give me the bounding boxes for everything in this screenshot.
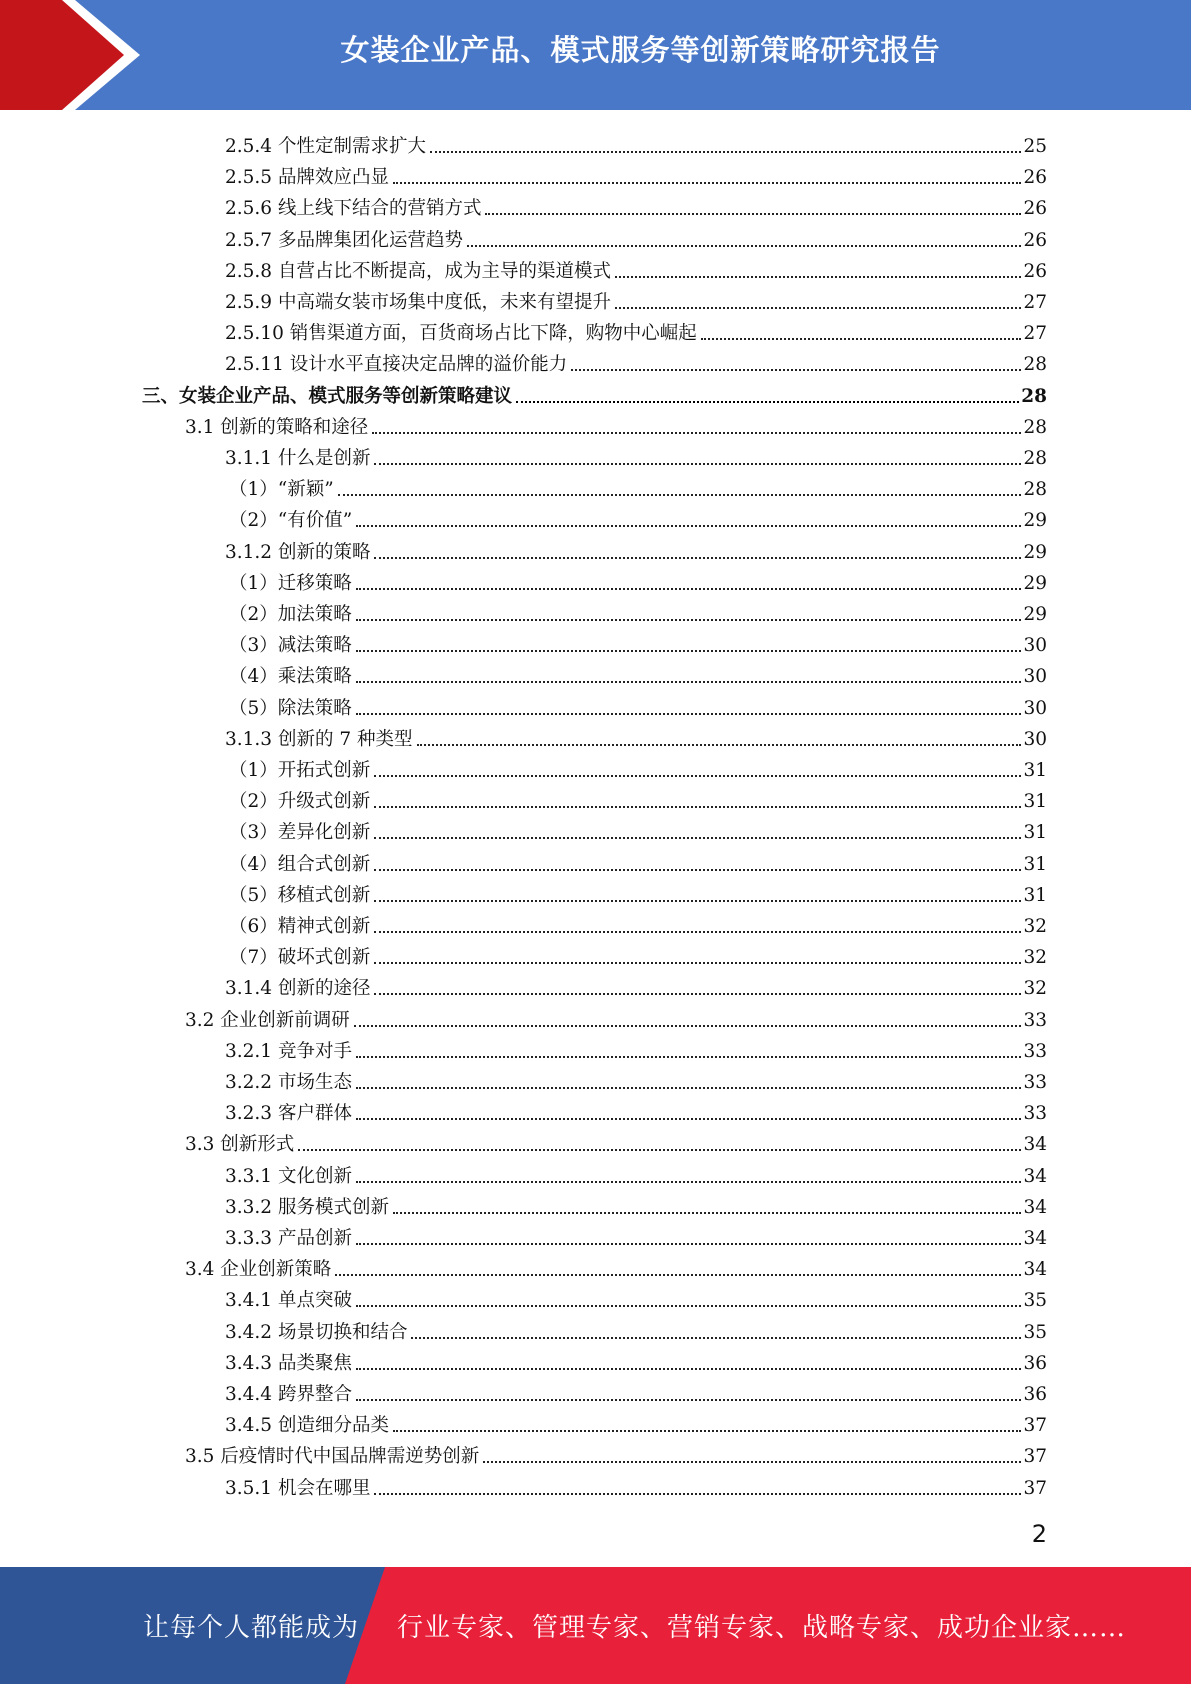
toc-dot-leader — [356, 1399, 1022, 1401]
toc-entry-page: 31 — [1023, 853, 1047, 875]
toc-entry[interactable] — [225, 189, 1047, 220]
toc-entry[interactable] — [225, 1375, 1047, 1406]
page-number: 2 — [1031, 1520, 1047, 1548]
toc-dot-leader — [356, 1305, 1022, 1307]
toc-entry-label: 3.5.1 机会在哪里 — [225, 1477, 371, 1499]
toc-entry-page: 29 — [1023, 572, 1047, 594]
toc-dot-leader — [393, 1212, 1021, 1214]
toc-entry-label: 3.2 企业创新前调研 — [185, 1009, 350, 1031]
toc-entry-page: 30 — [1023, 728, 1047, 750]
toc-entry[interactable] — [229, 938, 1047, 969]
toc-dot-leader — [356, 588, 1022, 590]
toc-entry-label: 2.5.8 自营占比不断提高，成为主导的渠道模式 — [225, 260, 611, 282]
toc-entry[interactable] — [225, 1406, 1047, 1437]
toc-entry-page: 31 — [1023, 822, 1047, 844]
toc-dot-leader — [374, 962, 1021, 964]
toc-entry-label: （4）组合式创新 — [229, 853, 371, 875]
toc-dot-leader — [356, 619, 1022, 621]
toc-entry[interactable] — [229, 782, 1047, 813]
toc-entry-page: 29 — [1023, 510, 1047, 532]
toc-dot-leader — [356, 1087, 1022, 1089]
toc-entry-label: 2.5.10 销售渠道方面，百货商场占比下降，购物中心崛起 — [225, 323, 697, 345]
toc-dot-leader — [411, 1337, 1021, 1339]
toc-entry[interactable] — [225, 1281, 1047, 1312]
toc-dot-leader — [356, 681, 1022, 683]
toc-dot-leader — [615, 307, 1021, 309]
toc-dot-leader — [393, 1430, 1021, 1432]
toc-dot-leader — [356, 1118, 1022, 1120]
toc-entry-label: 3.1 创新的策略和途径 — [185, 416, 369, 438]
toc-entry-page: 35 — [1023, 1321, 1047, 1343]
toc-entry-label: （7）破坏式创新 — [229, 947, 371, 969]
toc-dot-leader — [374, 775, 1021, 777]
toc-entry-label: （4）乘法策略 — [229, 666, 352, 688]
toc-entry-label: 3.2.2 市场生态 — [225, 1072, 352, 1093]
footer-slogan-right: 行业专家、管理专家、营销专家、战略专家、成功企业家…… — [397, 1613, 1127, 1643]
report-title: 女装企业产品、模式服务等创新策略研究报告 — [340, 33, 941, 67]
toc-dot-leader — [356, 525, 1021, 527]
page-header — [0, 0, 1191, 110]
toc-entry-page: 29 — [1023, 541, 1047, 563]
toc-dot-leader — [372, 432, 1021, 434]
toc-entry-page: 28 — [1023, 416, 1047, 438]
toc-dot-leader — [338, 494, 1022, 496]
toc-entry-page: 30 — [1023, 635, 1047, 657]
toc-entry-label: （1）开拓式创新 — [229, 760, 371, 781]
toc-entry-page: 26 — [1023, 260, 1047, 282]
toc-entry[interactable] — [225, 1344, 1047, 1375]
toc-entry-label: 3.1.1 什么是创新 — [225, 448, 371, 469]
toc-entry[interactable] — [225, 969, 1047, 1000]
toc-entry[interactable] — [225, 1032, 1047, 1063]
toc-entry-page: 37 — [1023, 1446, 1047, 1468]
toc-dot-leader — [516, 401, 1019, 403]
toc-entry-page: 34 — [1023, 1134, 1047, 1156]
toc-entry-label: 3.4.5 创造细分品类 — [225, 1415, 389, 1437]
toc-dot-leader — [356, 650, 1022, 652]
toc-entry[interactable] — [185, 1250, 1047, 1281]
toc-entry-page: 34 — [1023, 1196, 1047, 1218]
toc-entry-page: 28 — [1021, 385, 1047, 407]
toc-entry-label: 3.1.4 创新的途径 — [225, 978, 371, 1000]
toc-entry[interactable] — [229, 845, 1047, 876]
toc-dot-leader — [467, 245, 1021, 247]
toc-dot-leader — [374, 1493, 1021, 1495]
toc-dot-leader — [571, 369, 1021, 371]
toc-entry-label: 2.5.6 线上线下结合的营销方式 — [225, 198, 482, 220]
toc-entry-page: 27 — [1023, 292, 1047, 313]
toc-entry-label: （1）“新颖” — [229, 479, 334, 501]
toc-entry[interactable] — [229, 813, 1047, 844]
toc-entry-page: 36 — [1023, 1384, 1047, 1405]
toc-dot-leader — [356, 1243, 1022, 1245]
toc-entry-page: 25 — [1023, 136, 1047, 157]
toc-entry-page: 28 — [1023, 448, 1047, 469]
toc-entry-label: （2）升级式创新 — [229, 791, 371, 813]
toc-entry-page: 28 — [1023, 354, 1047, 376]
toc-entry-page: 27 — [1023, 323, 1047, 345]
toc-dot-leader — [430, 151, 1021, 153]
toc-entry[interactable] — [225, 283, 1047, 314]
toc-entry-page: 32 — [1023, 916, 1047, 937]
toc-entry-label: 2.5.5 品牌效应凸显 — [225, 167, 389, 189]
toc-entry[interactable] — [229, 626, 1047, 657]
toc-dot-leader — [393, 182, 1021, 184]
toc-entry-page: 37 — [1023, 1477, 1047, 1499]
toc-entry[interactable] — [225, 1188, 1047, 1219]
toc-dot-leader — [374, 993, 1021, 995]
toc-dot-leader — [354, 1025, 1022, 1027]
toc-entry-label: 2.5.9 中高端女装市场集中度低，未来有望提升 — [225, 292, 611, 313]
toc-entry-page: 31 — [1023, 760, 1047, 781]
toc-entry[interactable] — [185, 1001, 1047, 1032]
toc-dot-leader — [356, 1368, 1022, 1370]
toc-entry-label: 3.3.1 文化创新 — [225, 1165, 352, 1187]
toc-entry[interactable] — [225, 533, 1047, 564]
toc-entry[interactable] — [225, 158, 1047, 189]
toc-entry[interactable] — [229, 501, 1047, 532]
toc-entry[interactable] — [225, 1469, 1047, 1500]
toc-entry[interactable] — [229, 470, 1047, 501]
toc-entry-label: （2）“有价值” — [229, 510, 353, 532]
toc-entry-label: 2.5.11 设计水平直接决定品牌的溢价能力 — [225, 354, 568, 376]
toc-entry-page: 34 — [1023, 1165, 1047, 1187]
toc-entry[interactable] — [185, 1125, 1047, 1156]
toc-entry-label: 3.4.4 跨界整合 — [225, 1384, 352, 1405]
toc-entry[interactable] — [185, 408, 1047, 439]
toc-entry-label: 3.3.2 服务模式创新 — [225, 1196, 389, 1218]
toc-entry-page: 37 — [1023, 1415, 1047, 1437]
toc-dot-leader — [374, 557, 1021, 559]
toc-entry[interactable] — [229, 657, 1047, 688]
toc-entry-label: 3.5 后疫情时代中国品牌需逆势创新 — [185, 1446, 480, 1468]
toc-dot-leader — [356, 1181, 1022, 1183]
header-arrow-decoration — [0, 0, 150, 110]
toc-entry-page: 33 — [1023, 1040, 1047, 1062]
toc-dot-leader — [417, 744, 1022, 746]
toc-entry[interactable] — [225, 720, 1047, 751]
toc-entry[interactable] — [225, 439, 1047, 470]
toc-entry-page: 32 — [1023, 947, 1047, 969]
toc-dot-leader — [374, 869, 1021, 871]
toc-entry-page: 34 — [1023, 1259, 1047, 1281]
toc-entry-page: 31 — [1023, 791, 1047, 813]
toc-entry[interactable] — [225, 1219, 1047, 1250]
toc-entry-page: 30 — [1023, 666, 1047, 688]
toc-entry-label: （6）精神式创新 — [229, 916, 371, 937]
toc-entry-page: 26 — [1023, 198, 1047, 220]
toc-entry-label: 3.4 企业创新策略 — [185, 1259, 332, 1281]
toc-dot-leader — [356, 1056, 1022, 1058]
toc-dot-leader — [615, 276, 1021, 278]
toc-entry-label: 三、女装企业产品、模式服务等创新策略建议 — [142, 385, 513, 407]
toc-entry[interactable] — [229, 907, 1047, 938]
toc-entry-label: 3.4.3 品类聚焦 — [225, 1352, 352, 1374]
toc-entry[interactable] — [225, 221, 1047, 252]
toc-dot-leader — [485, 213, 1021, 215]
toc-entry[interactable] — [229, 564, 1047, 595]
toc-entry-page: 32 — [1023, 978, 1047, 1000]
toc-entry-label: 2.5.4 个性定制需求扩大 — [225, 136, 426, 157]
toc-entry-page: 34 — [1023, 1228, 1047, 1249]
toc-entry-page: 26 — [1023, 229, 1047, 251]
toc-entry[interactable] — [229, 751, 1047, 782]
toc-entry-label: 3.2.3 客户群体 — [225, 1103, 352, 1125]
toc-entry-label: 3.3 创新形式 — [185, 1134, 295, 1156]
toc-entry[interactable] — [225, 1094, 1047, 1125]
toc-dot-leader — [356, 713, 1022, 715]
toc-entry-label: 2.5.7 多品牌集团化运营趋势 — [225, 229, 463, 251]
toc-entry[interactable] — [142, 377, 1047, 408]
toc-entry[interactable] — [225, 1063, 1047, 1094]
toc-entry[interactable] — [229, 876, 1047, 907]
toc-entry-page: 26 — [1023, 167, 1047, 189]
toc-entry-label: 3.4.1 单点突破 — [225, 1290, 352, 1312]
toc-entry[interactable] — [225, 1157, 1047, 1188]
toc-entry[interactable] — [225, 1313, 1047, 1344]
toc-entry-label: （2）加法策略 — [229, 604, 352, 625]
toc-entry[interactable] — [185, 1437, 1047, 1468]
toc-entry[interactable] — [225, 127, 1047, 158]
toc-entry-label: （1）迁移策略 — [229, 572, 352, 594]
toc-entry-page: 33 — [1023, 1103, 1047, 1125]
toc-dot-leader — [374, 900, 1021, 902]
toc-entry-label: 3.1.3 创新的 7 种类型 — [225, 728, 413, 750]
toc-entry-label: 3.4.2 场景切换和结合 — [225, 1321, 408, 1343]
toc-entry-label: 3.1.2 创新的策略 — [225, 541, 371, 563]
toc-entry[interactable] — [225, 314, 1047, 345]
toc-dot-leader — [298, 1149, 1021, 1151]
toc-entry-label: （3）减法策略 — [229, 635, 352, 657]
toc-entry-label: 3.3.3 产品创新 — [225, 1228, 352, 1249]
toc-dot-leader — [701, 338, 1022, 340]
toc-entry-page: 29 — [1023, 604, 1047, 625]
toc-dot-leader — [483, 1461, 1021, 1463]
toc-entry-page: 33 — [1023, 1009, 1047, 1031]
toc-dot-leader — [374, 931, 1021, 933]
toc-entry-page: 31 — [1023, 884, 1047, 906]
page-footer — [0, 1567, 1191, 1684]
toc-entry-label: （5）除法策略 — [229, 697, 352, 719]
toc-entry-page: 28 — [1023, 479, 1047, 501]
toc-entry-label: （3）差异化创新 — [229, 822, 371, 844]
toc-entry[interactable] — [225, 345, 1047, 376]
toc-entry[interactable] — [229, 689, 1047, 720]
toc-dot-leader — [374, 837, 1021, 839]
toc-dot-leader — [374, 463, 1021, 465]
toc-dot-leader — [335, 1274, 1021, 1276]
toc-entry[interactable] — [229, 595, 1047, 626]
toc-entry[interactable] — [225, 252, 1047, 283]
toc-entry-label: 3.2.1 竞争对手 — [225, 1040, 352, 1062]
toc-entry-page: 33 — [1023, 1072, 1047, 1093]
footer-slogan-left: 让每个人都能成为 — [143, 1613, 360, 1643]
toc-entry-page: 36 — [1023, 1352, 1047, 1374]
toc-dot-leader — [374, 806, 1021, 808]
toc-entry-page: 35 — [1023, 1290, 1047, 1312]
toc-entry-label: （5）移植式创新 — [229, 884, 371, 906]
toc-entry-page: 30 — [1023, 697, 1047, 719]
